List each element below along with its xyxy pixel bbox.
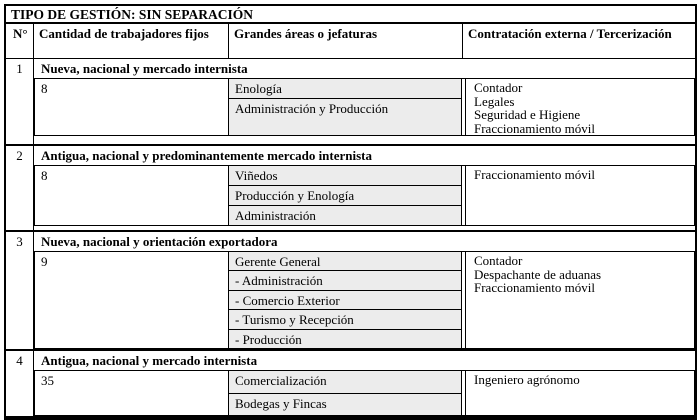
management-type-table — [4, 4, 697, 420]
section-detail-subtable — [34, 252, 695, 349]
section-number: 4 — [6, 351, 34, 416]
workers-count-cell: 35 — [35, 371, 229, 415]
workers-count-cell: 8 — [35, 166, 229, 225]
area-cell: - Turismo y Recepción — [229, 310, 461, 329]
section-detail-subtable — [34, 166, 695, 226]
contratacion-line: Ingeniero agrónomo — [474, 372, 580, 387]
section-title: Nueva, nacional y orientación exportadora — [34, 232, 695, 252]
workers-count-cell: 8 — [35, 79, 229, 135]
contratacion-line: Fraccionamiento móvil — [474, 280, 595, 295]
section-number: 1 — [6, 59, 34, 144]
area-cell: Administración — [229, 206, 461, 225]
contratacion-cell — [465, 252, 694, 348]
areas-column — [229, 79, 462, 135]
contratacion-line: Legales — [474, 93, 515, 109]
area-cell: Viñedos — [229, 166, 461, 186]
area-cell: Comercialización — [229, 371, 461, 394]
area-cell: Bodegas y Fincas — [229, 394, 461, 416]
area-cell: Gerente General — [229, 252, 461, 271]
col-header-areas: Grandes áreas o jefaturas — [229, 24, 463, 58]
section-detail-subtable — [34, 79, 695, 136]
contratacion-cell — [465, 371, 694, 415]
table-body — [6, 59, 695, 416]
section-number: 3 — [6, 232, 34, 349]
table-header-row — [6, 24, 695, 59]
col-header-num: N° — [6, 24, 34, 58]
area-cell: Enología — [229, 79, 461, 99]
areas-column — [229, 371, 462, 415]
contratacion-line: Contador — [474, 80, 523, 95]
table-section — [6, 351, 695, 416]
contratacion-line: Fraccionamiento móvil — [474, 120, 595, 136]
area-cell: - Producción — [229, 330, 461, 348]
workers-count-cell: 9 — [35, 252, 229, 348]
contratacion-line: Fraccionamiento móvil — [474, 167, 595, 182]
area-cell: - Comercio Exterior — [229, 291, 461, 310]
contratacion-line: Seguridad e Higiene — [474, 107, 581, 122]
col-header-contratacion: Contratación externa / Tercerización — [468, 26, 672, 41]
section-detail-subtable — [34, 371, 695, 416]
contratacion-line: Contador — [474, 253, 523, 268]
contratacion-cell — [465, 166, 694, 225]
section-title: Nueva, nacional y mercado internista — [34, 59, 695, 79]
contratacion-cell — [465, 79, 694, 135]
table-title: TIPO DE GESTIÓN: SIN SEPARACIÓN — [6, 6, 695, 24]
areas-column — [229, 252, 462, 348]
area-cell: Producción y Enología — [229, 186, 461, 206]
contratacion-line: Despachante de aduanas — [474, 266, 602, 282]
section-title: Antigua, nacional y mercado internista — [34, 351, 695, 371]
table-section — [6, 146, 695, 232]
area-cell: Administración y Producción — [229, 99, 461, 135]
areas-column — [229, 166, 462, 225]
section-number: 2 — [6, 146, 34, 230]
section-title: Antigua, nacional y predominantemente mercado internista — [34, 146, 695, 166]
area-cell: - Administración — [229, 271, 461, 290]
table-section — [6, 232, 695, 351]
col-header-cantidad: Cantidad de trabajadores fijos — [34, 24, 229, 58]
table-section — [6, 59, 695, 146]
